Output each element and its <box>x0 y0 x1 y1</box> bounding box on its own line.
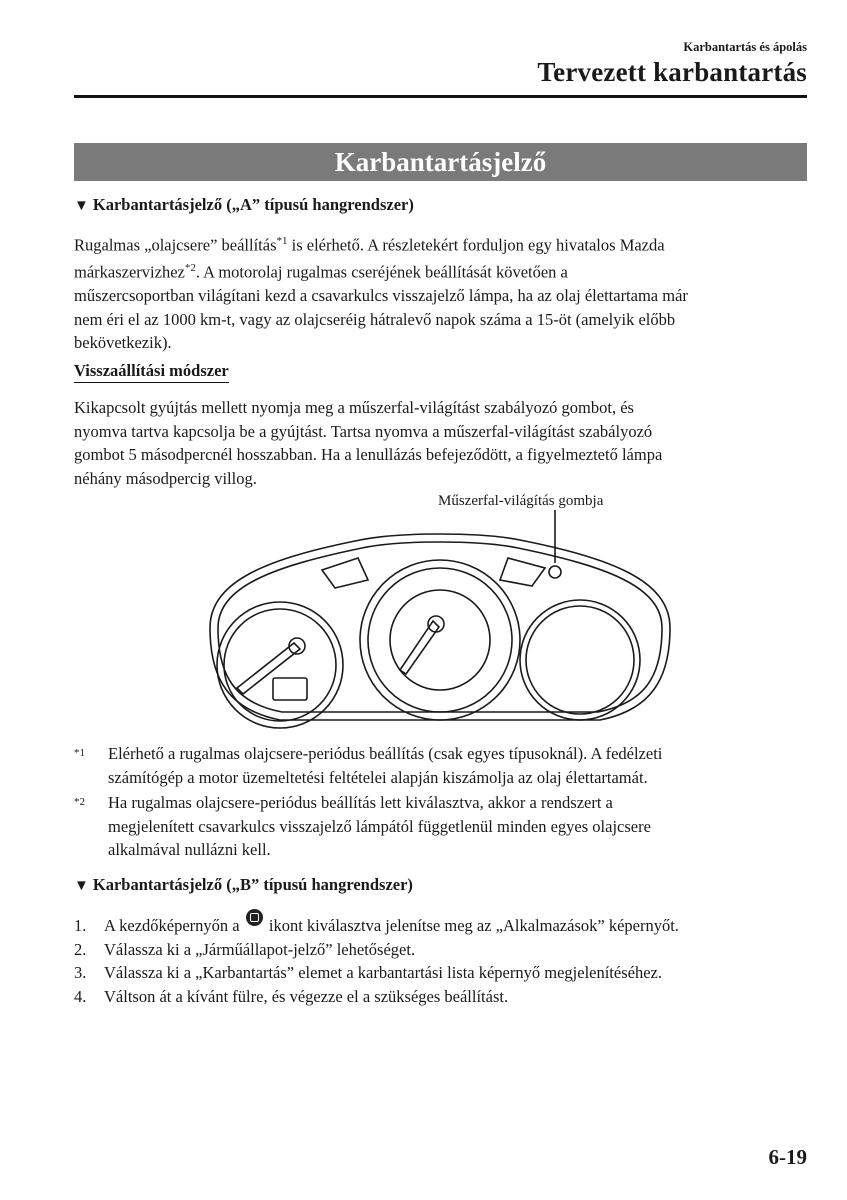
para-line: műszercsoportban világítani kezd a csavarkulcs visszajelző lámpa, ha az olaj élettartama már <box>74 286 688 305</box>
footnote-line: számítógép a motor üzemeltetési feltételei alapján kiszámolja az olaj élettartamát. <box>108 767 648 787</box>
footnote-line: alkalmával nullázni kell. <box>108 840 271 859</box>
right-vent <box>500 558 545 586</box>
para-line: Rugalmas „olajcsere” beállítás <box>74 235 277 255</box>
right-gauge-inner <box>526 606 634 714</box>
cluster-outline <box>210 534 670 720</box>
para-line: nyomva tartva kapcsolja be a gyújtást. Tartsa nyomva a műszerfal-világítást szabályozó <box>74 421 653 441</box>
heading-type-a-text: Karbantartásjelző („A” típusú hangrendszer) <box>92 195 414 214</box>
footnote-mark <box>74 742 85 769</box>
heading-type-b <box>74 875 413 895</box>
triangle-marker-icon: ▼ <box>74 198 89 214</box>
center-gauge-dial <box>390 590 490 690</box>
step-number: 2. <box>74 939 87 959</box>
footnote-2 <box>74 791 814 862</box>
right-gauge-outer <box>520 600 640 720</box>
heading-type-b-text: Karbantartásjelző („B” típusú hangrendszer) <box>92 875 413 894</box>
header-rule <box>74 95 807 98</box>
para-line: Kikapcsolt gyújtás mellett nyomja meg a műszerfal-világítást szabályozó gombot, és <box>74 398 634 417</box>
list-item <box>74 961 814 985</box>
heading-type-a <box>74 195 414 215</box>
center-needle <box>400 621 439 674</box>
footnote-line: Ha rugalmas olajcsere-periódus beállítás lett kiválasztva, akkor a rendszert a <box>108 793 613 812</box>
left-gauge-display <box>273 678 307 700</box>
step-number: 3. <box>74 963 87 982</box>
step-text: A kezdőképernyőn a <box>104 916 244 935</box>
center-gauge-outer <box>360 560 520 720</box>
instrument-cluster-diagram <box>200 510 680 735</box>
para-line: márkaszervizhez <box>74 262 185 282</box>
applications-icon <box>246 909 263 926</box>
para-line: . A motorolaj rugalmas cseréjének beállítását követően a <box>195 262 568 282</box>
callout-label: Műszerfal-világítás gombja <box>438 493 604 509</box>
list-item <box>74 985 814 1009</box>
footnote-ref: *2 <box>184 262 196 274</box>
step-number: 4. <box>74 986 87 1006</box>
step-text: ikont kiválasztva jelenítse meg az „Alkalmazások” képernyőt. <box>264 916 679 935</box>
list-item <box>74 938 814 962</box>
para-line: nem éri el az 1000 km-t, vagy az olajcseréig hátralevő napok száma a 15-öt (amelyik előbb <box>74 309 676 329</box>
footnote-line: megjelenített csavarkulcs visszajelző lámpától függetlenül minden egyes olajcsere <box>108 816 651 836</box>
footnote-mark <box>74 791 85 818</box>
steps-list <box>74 914 814 1008</box>
footnote-ref: *1 <box>276 235 288 247</box>
footnotes <box>74 742 814 864</box>
section-title: Tervezett karbantartás <box>537 57 807 87</box>
footnote-1 <box>74 742 814 789</box>
triangle-marker-icon: ▼ <box>74 878 89 894</box>
para-line: is elérhető. A részletekért forduljon egy hivatalos Mazda <box>287 235 665 255</box>
para-line: bekövetkezik). <box>74 333 172 352</box>
step-text: Válassza ki a „Járműállapot-jelző” lehetőséget. <box>104 939 416 959</box>
footnote-line: Elérhető a rugalmas olajcsere-periódus beállítás (csak egyes típusoknál). A fedélzeti <box>108 744 663 763</box>
step-text: Váltson át a kívánt fülre, és végezze el a szükséges beállítást. <box>104 986 509 1006</box>
reset-paragraph <box>74 396 814 490</box>
intro-paragraph <box>74 230 814 355</box>
page-number: 6-19 <box>768 1145 807 1169</box>
section-small-title: Karbantartás és ápolás <box>683 40 807 54</box>
dimmer-button-icon <box>549 566 561 578</box>
reset-heading: Visszaállítási módszer <box>74 361 229 383</box>
para-line: néhány másodpercig villog. <box>74 468 257 488</box>
footnote-mark-text: *2 <box>74 796 85 808</box>
footnote-mark-text: *1 <box>74 747 85 759</box>
left-vent <box>322 558 368 588</box>
step-number: 1. <box>74 916 87 935</box>
banner-title: Karbantartásjelző <box>74 143 807 181</box>
step-text: Válassza ki a „Karbantartás” elemet a karbantartási lista képernyő megjelenítéséhez. <box>104 963 662 982</box>
list-item <box>74 914 814 938</box>
para-line: gombot 5 másodpercnél hosszabban. Ha a lenullázás befejeződött, a figyelmeztető lámpa <box>74 445 663 464</box>
